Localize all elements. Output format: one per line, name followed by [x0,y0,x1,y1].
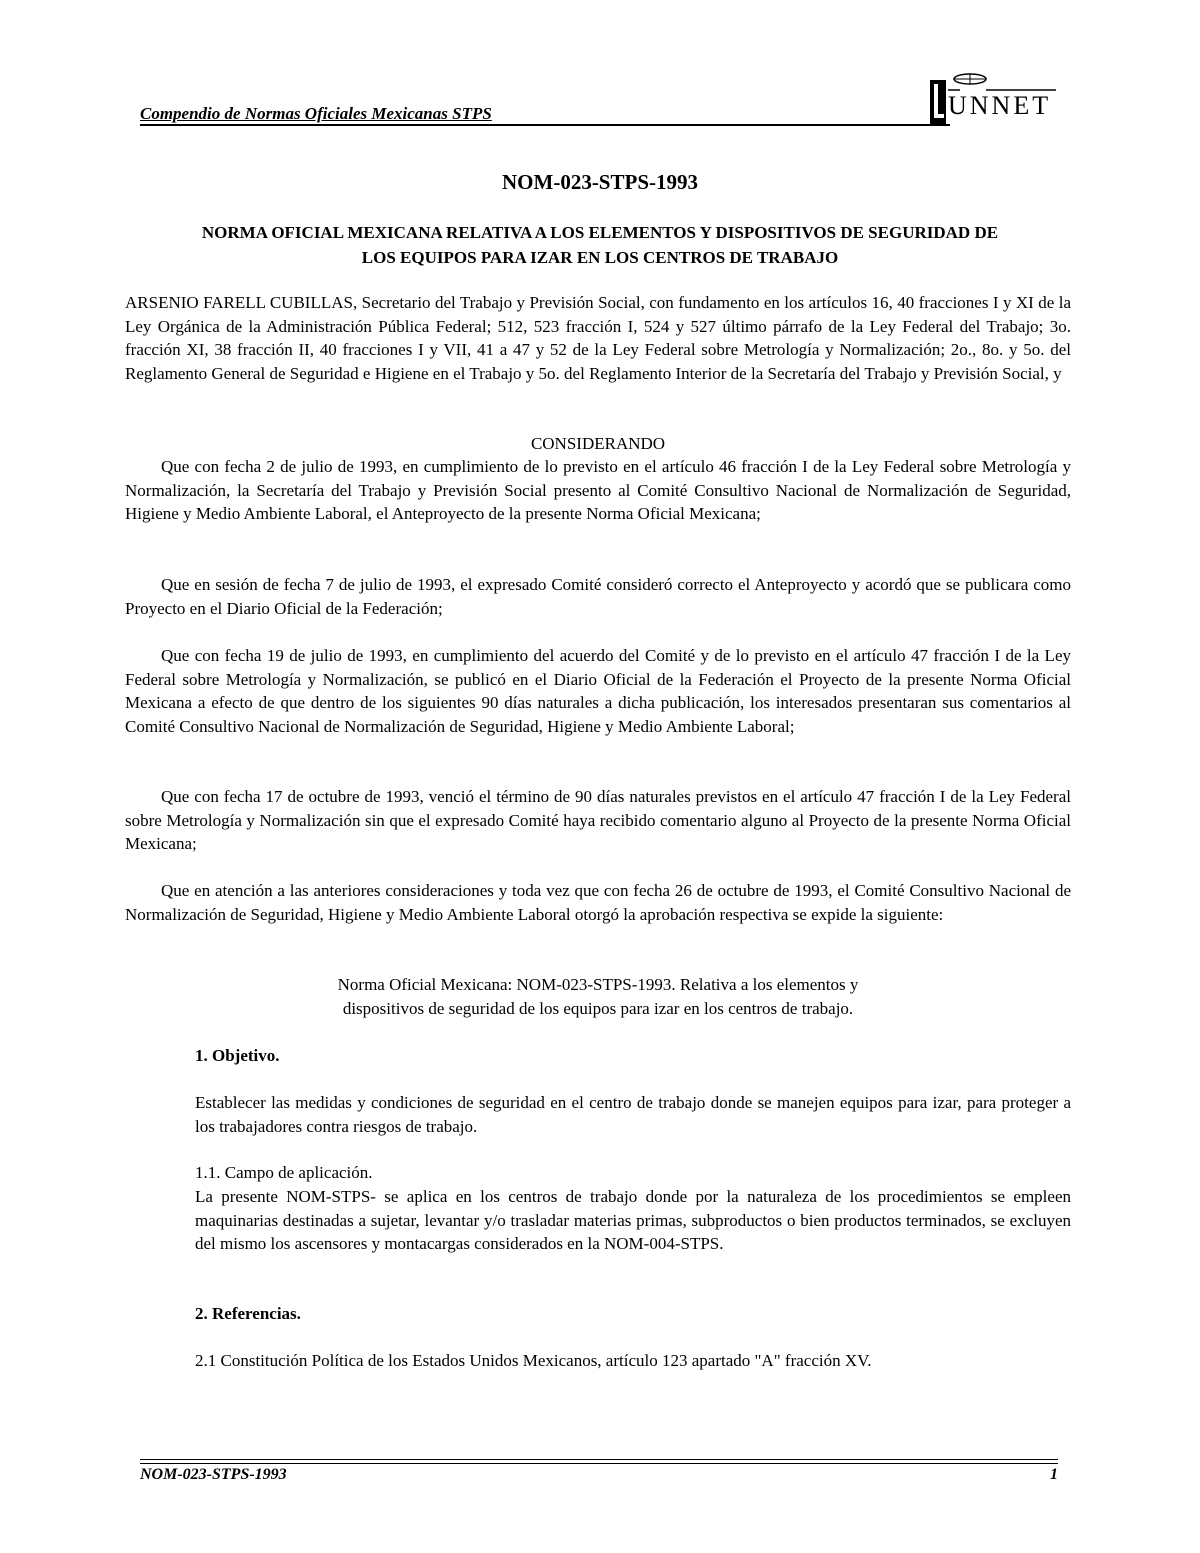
header-rule [140,124,950,126]
logo-text: UNNET [948,91,1052,120]
norma-line-2: dispositivos de seguridad de los equipos para izar en los centros de trabajo. [342,999,854,1018]
norma-line-1: Norma Oficial Mexicana: NOM-023-STPS-1993. Relativa a los elementos y [337,975,859,994]
section-referencias-text: 2.1 Constitución Política de los Estados Unidos Mexicanos, artículo 123 apartado "A" fracción XV. [195,1351,872,1370]
unnet-logo-icon [930,70,1060,130]
document-title: NOM-023-STPS-1993 [502,170,698,194]
section-campo-text: La presente NOM-STPS- se aplica en los centros de trabajo donde por la naturaleza de los procedimientos se empleen maquinarias destinadas a sujetar, levantar y/o trasladar materias primas, subproductos o bien productos terminados, se excluyen del mismo los ascensores y montacargas considerados en la NOM-004-STPS. [195,1187,1071,1253]
header-title: Compendio de Normas Oficiales Mexicanas STPS [140,104,492,123]
considerando-heading: CONSIDERANDO [530,434,666,453]
considerando-paragraph-1: Que con fecha 2 de julio de 1993, en cumplimiento de lo previsto en el artículo 46 fracción I de la Ley Federal sobre Metrología y Normalización, la Secretaría del Trabajo y Previsión Social presento al Comité Consultivo Nacional de Normalización de Seguridad, Higiene y Medio Ambiente Laboral, el Anteproyecto de la presente Norma Oficial Mexicana; [125,457,1071,523]
considerando-paragraph-2: Que en sesión de fecha 7 de julio de 1993, el expresado Comité consideró correcto el Anteproyecto y acordó que se publicara como Proyecto en el Diario Oficial de la Federación; [125,575,1071,618]
footer-document-code: NOM-023-STPS-1993 [140,1466,287,1483]
section-referencias-heading: 2. Referencias. [195,1304,301,1323]
unnet-logo [930,70,1060,130]
considerando-paragraph-5: Que en atención a las anteriores consideraciones y toda vez que con fecha 26 de octubre de 1993, el Comité Consultivo Nacional de Normalización de Seguridad, Higiene y Medio Ambiente Laboral otorgó la aprobación respectiva se expide la siguiente: [125,881,1071,924]
section-objetivo-heading: 1. Objetivo. [195,1046,280,1065]
page-header [140,70,1060,126]
preamble-paragraph: ARSENIO FARELL CUBILLAS, Secretario del Trabajo y Previsión Social, con fundamento en los artículos 16, 40 fracciones I y XI de la Ley Orgánica de la Administración Pública Federal; 512, 523 fracción I, 524 y 527 último párrafo de la Ley Federal del Trabajo; 3o. fracción XI, 38 fracción II, 40 fracciones I y VII, 41 a 47 y 52 de la Ley Federal sobre Metrología y Normalización; 2o., 8o. y 5o. del Reglamento General de Seguridad e Higiene en el Trabajo y 5o. del Reglamento Interior de la Secretaría del Trabajo y Previsión Social, y [125,293,1071,383]
section-campo-heading: 1.1. Campo de aplicación. [195,1163,373,1182]
document-subtitle: NORMA OFICIAL MEXICANA RELATIVA A LOS ELEMENTOS Y DISPOSITIVOS DE SEGURIDAD DE LOS EQUIPOS PARA IZAR EN LOS CENTROS DE TRABAJO [201,223,999,267]
footer-page-number: 1 [1050,1466,1058,1483]
section-objetivo-text: Establecer las medidas y condiciones de seguridad en el centro de trabajo donde se manejen equipos para izar, para proteger a los trabajadores contra riesgos de trabajo. [195,1093,1071,1136]
footer-rule-top [140,1459,1058,1460]
considerando-paragraph-4: Que con fecha 17 de octubre de 1993, venció el término de 90 días naturales previstos en el artículo 47 fracción I de la Ley Federal sobre Metrología y Normalización sin que el expresado Comité haya recibido comentario alguno al Proyecto de la presente Norma Oficial Mexicana; [125,787,1071,853]
footer-rule-bottom [140,1463,1058,1464]
considerando-paragraph-3: Que con fecha 19 de julio de 1993, en cumplimiento del acuerdo del Comité y de lo previsto en el artículo 47 fracción I de la Ley Federal sobre Metrología y Normalización, se publicó en el Diario Oficial de la Federación el Proyecto de la presente Norma Oficial Mexicana a efecto de que dentro de los siguientes 90 días naturales a dicha publicación, los interesados presentaran sus comentarios al Comité Consultivo Nacional de Normalización de Seguridad, Higiene y Medio Ambiente Laboral; [125,646,1071,736]
